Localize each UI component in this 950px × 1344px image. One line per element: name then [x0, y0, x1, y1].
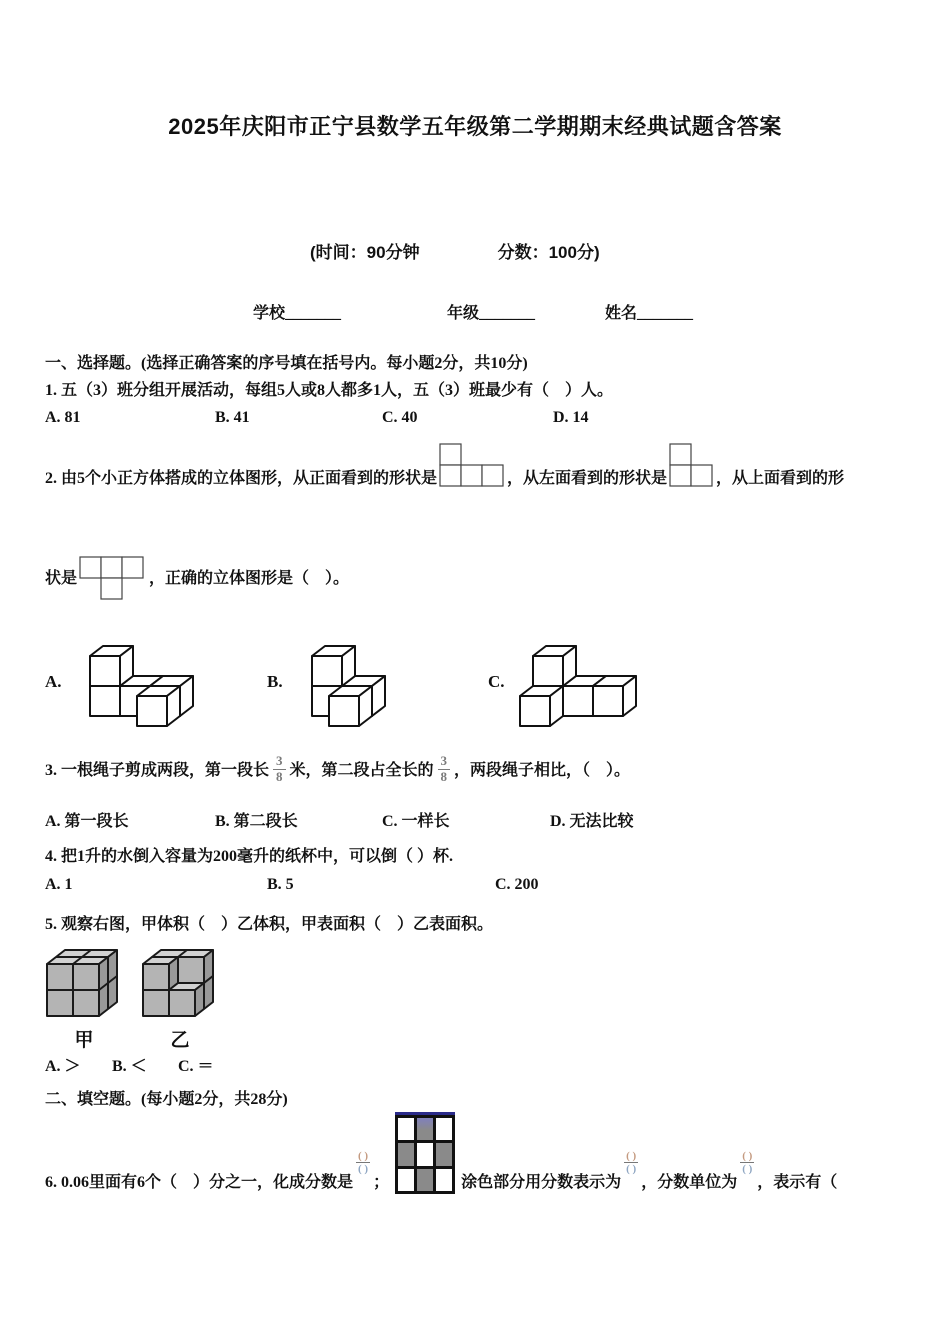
- q3-text-part3: ，两段绳子相比，（ ）。: [454, 761, 631, 779]
- name-blank: 姓名_______: [605, 305, 694, 322]
- q2-option-a-label: A.: [45, 672, 62, 691]
- q3-option-b: B. 第二段长: [215, 813, 298, 830]
- q2-text-part5: ，正确的立体图形是（ ）。: [149, 569, 350, 587]
- grid-cell: [436, 1118, 452, 1140]
- grid-cell: [417, 1143, 433, 1165]
- question-1-options: [45, 409, 925, 431]
- q2-option-c-label: C.: [488, 672, 505, 691]
- q4-option-a: A. 1: [45, 876, 73, 893]
- q4-option-b: B. 5: [267, 876, 294, 893]
- question-2-line1: [45, 438, 844, 488]
- grade-blank: 年级_______: [447, 305, 536, 322]
- question-2-line2: [45, 554, 349, 604]
- q3-text-part2: 米，第二段占全长的: [289, 761, 434, 779]
- grid-cell: [398, 1169, 414, 1191]
- question-5-options: [45, 1053, 445, 1075]
- question-1-text: 1. 五（3）班分组开展活动，每组5人或8人都多1人，五（3）班最少有（ ）人。: [45, 382, 614, 399]
- question-3-text: [45, 750, 630, 792]
- section1-heading: 一、选择题。(选择正确答案的序号填在括号内。每小题2分，共10分): [45, 355, 528, 372]
- q2-text-part4: 状是: [45, 569, 78, 587]
- cube-option-a-figure: [75, 634, 197, 732]
- question-5-text: 5. 观察右图，甲体积（ ）乙体积，甲表面积（ ）乙表面积。: [45, 916, 494, 933]
- q3-fraction-1: $\frac{3}{8}$: [273, 754, 286, 785]
- time-score-line: [310, 238, 600, 263]
- grid-cell: [398, 1118, 414, 1140]
- q6-fraction-blank-2: ( ) ( ): [626, 1149, 637, 1176]
- q1-option-c: C. 40: [382, 409, 418, 426]
- q1-option-a: A. 81: [45, 409, 81, 426]
- score-label: 分数：100分): [497, 243, 600, 262]
- grid-cell-shaded: [436, 1143, 452, 1165]
- q1-option-d: D. 14: [553, 409, 589, 426]
- cube-option-c-figure: [518, 634, 640, 732]
- question-6-line: [45, 1106, 837, 1192]
- q3-option-a: A. 第一段长: [45, 813, 129, 830]
- q1-option-b: B. 41: [215, 409, 250, 426]
- question-4-options: [45, 876, 925, 898]
- q4-option-c: C. 200: [495, 876, 539, 893]
- q6-fraction-blank-3: ( ) ( ): [742, 1149, 753, 1176]
- cube-yi-figure-block: [141, 936, 219, 1052]
- q6-text-part5: ，表示有（: [757, 1173, 838, 1191]
- q6-text-part3: 涂色部分用分数表示为: [461, 1173, 622, 1191]
- school-blank: 学校_______: [253, 305, 342, 322]
- q6-text-part2: ；: [373, 1173, 390, 1191]
- question-4-text: 4. 把1升的水倒入容量为200毫升的纸杯中，可以倒（ ）杯.: [45, 848, 454, 865]
- q3-option-d: D. 无法比较: [550, 813, 634, 830]
- page-title: 2025年庆阳市正宁县数学五年级第二学期期末经典试题含答案: [168, 114, 782, 139]
- cube-option-b-figure: [297, 634, 389, 732]
- question-2-options: [45, 634, 925, 734]
- front-view-shape-figure: [439, 442, 505, 488]
- grid-cell-shaded: [398, 1143, 414, 1165]
- section2-heading: 二、填空题。(每小题2分，共28分): [45, 1091, 288, 1108]
- q6-text-part4: ，分数单位为: [641, 1173, 738, 1191]
- q2-text-part1: 2. 由5个小正方体搭成的立体图形，从正面看到的形状是: [45, 469, 438, 487]
- grid-cell-shaded: [417, 1118, 433, 1140]
- q3-fraction-2: $\frac{3}{8}$: [438, 754, 451, 785]
- q2-text-part2: ，从左面看到的形状是: [507, 469, 668, 487]
- left-view-shape-figure: [669, 442, 714, 488]
- shaded-grid-figure: [395, 1112, 455, 1194]
- q2-text-part3: ，从上面看到的形: [716, 469, 845, 487]
- q2-option-b-label: B.: [267, 672, 283, 691]
- q5-option-a: A. ＞: [45, 1058, 81, 1075]
- q3-option-c: C. 一样长: [382, 813, 450, 830]
- time-label: (时间：90分钟: [310, 243, 420, 262]
- cube-jia-figure-block: [45, 936, 123, 1052]
- q5-option-c: C. ＝: [178, 1058, 214, 1075]
- grid-cell-shaded: [417, 1169, 433, 1191]
- cube-jia-label: 甲: [74, 1030, 94, 1051]
- q6-text-part1: 6. 0.06里面有6个（ ）分之一，化成分数是: [45, 1173, 354, 1191]
- cube-jia-figure: [45, 936, 123, 1022]
- q5-option-b: B. ＜: [112, 1058, 147, 1075]
- question-3-options: [45, 808, 925, 830]
- cube-yi-figure: [141, 936, 219, 1022]
- top-view-shape-figure: [79, 555, 147, 603]
- cube-yi-label: 乙: [170, 1030, 190, 1051]
- q6-fraction-blank-1: ( ) ( ): [358, 1149, 369, 1176]
- grid-cell: [436, 1169, 452, 1191]
- q3-text-part1: 3. 一根绳子剪成两段，第一段长: [45, 761, 270, 779]
- question-5-figures: [45, 936, 219, 1052]
- student-info-line: [0, 300, 950, 324]
